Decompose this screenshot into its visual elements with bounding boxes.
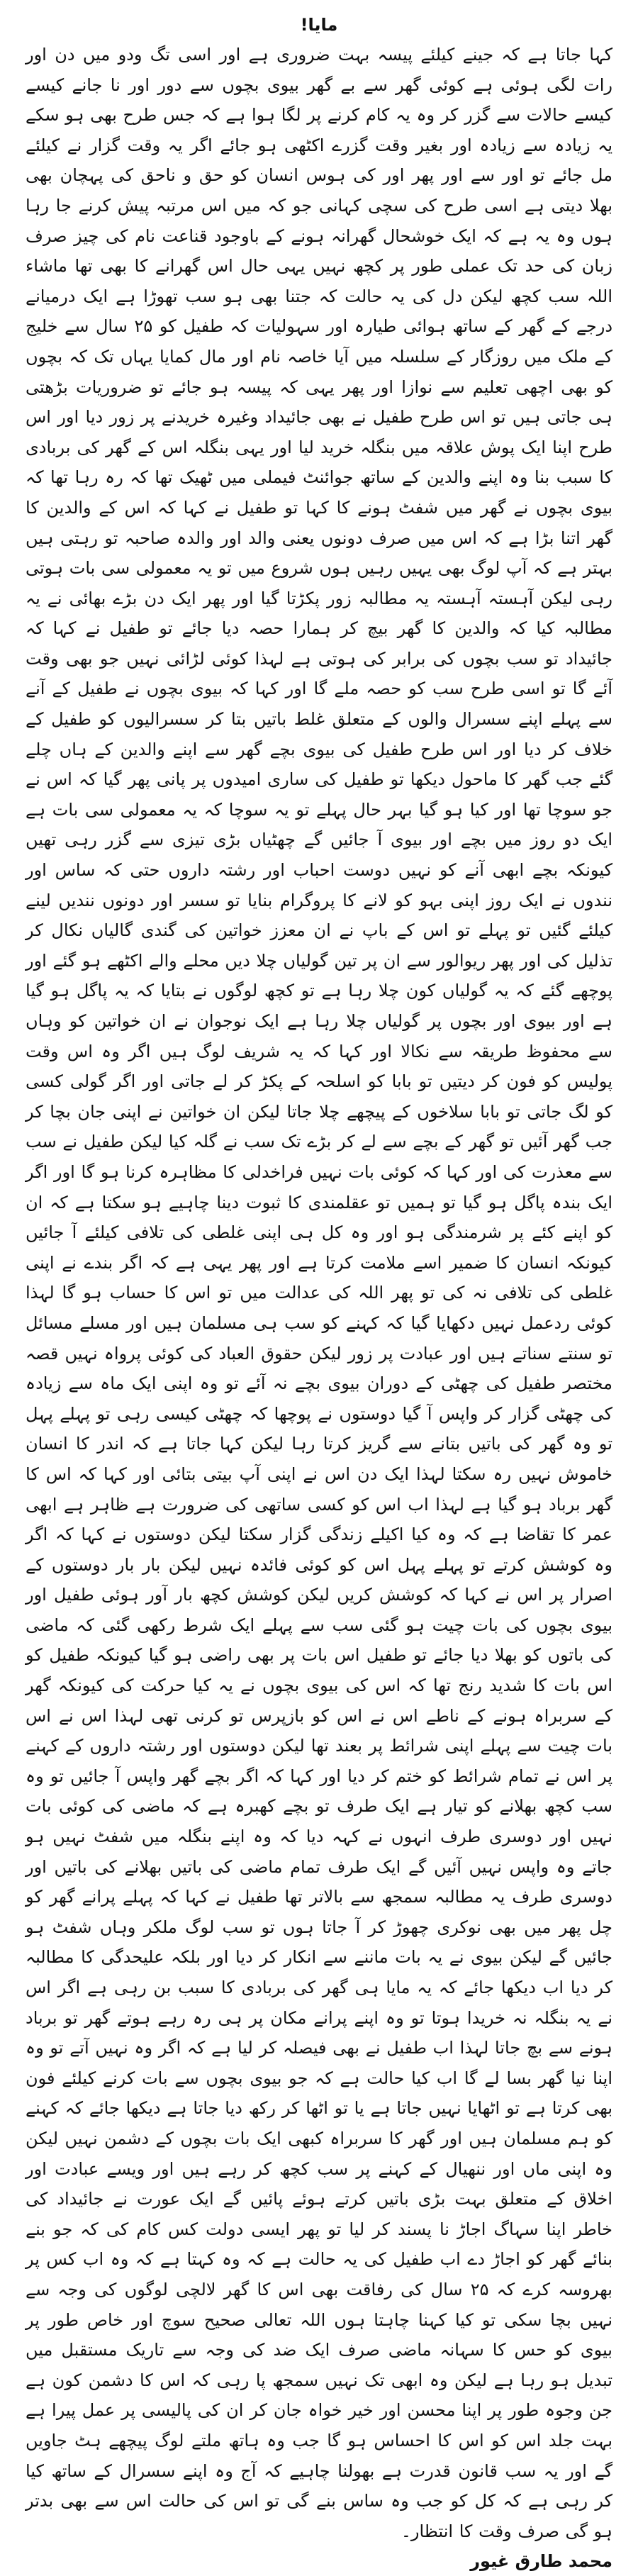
article-body: کہا جاتا ہے کہ جینے کیلئے پیسہ بہت ضروری ہے اور اسی تگ ودو میں دن اور رات لگی ہوئی ہے کوئی گھر سے بے گھر بیوی بچوں سے دور اور نا جانے کیسے کیسے حالات سے گزر کر وہ یہ کام کرنے پر لگا ہوا ہے کہ جس طرح بھی ہو سکے یہ زیادہ سے زیادہ اور بغیر وقت گزرے اکٹھی ہو جائے اگر یہ وقت گزار نے کیلئے مل جائے تو اور سے اور پھر اور کی ہوس انسان کو حق و ناحق کی پہچان بھی بھلا دیتی ہے اسی طرح کی سچی کہانی جو کہ میں اس مرتبہ پیش کرنے جا رہا ہوں وہ یہ ہے کہ ایک خوشحال گھرانہ ہونے کے باوجود قناعت نام کی چیز صرف زبان کی حد تک عملی طور پر کچھ نہیں یہی حال اس گھرانے کا بھی تھا ماشاء اللہ سب کچھ لیکن دل کی یہ حالت کہ جتنا بھی ہو سب تھوڑا ہے ایک درمیانے درجے کے گھر کے ساتھ ہوائی طیارہ اور سہولیات کہ طفیل کو ۲۵ سال سے خلیج کے ملک میں روزگار کے سلسلہ میں آیا خاصہ نام اور مال کمایا یہاں تک کہ بچوں کو بھی اچھی تعلیم سے نوازا اور پھر یہی کہ پیسہ ہو جائے تو ضروریات بڑھتی ہی جاتی ہیں تو اس طرح طفیل نے بھی جائیداد وغیرہ خریدنے پر زور دیا اور اس طرح اپنا ایک پوش علاقہ میں بنگلہ خرید لیا اور یہی بنگلہ اس کے گھر کی بربادی کا سبب بنا وہ اپنے والدین کے ساتھ جوائنٹ فیملی میں ٹھیک تھا کہ رہ رہا تھا کہ بیوی بچوں نے گھر میں شفٹ ہونے کا کہا تو طفیل نے کہا کہ اس کے والدین کا گھر اتنا بڑا ہے کہ اس میں صرف دونوں یعنی والد اور والدہ صاحبہ تو رہتی ہیں بہتر ہے کہ آپ لوگ بھی یہیں رہیں ہوں شروع میں تو یہ معمولی سی بات ہوتی رہی لیکن آہستہ آہستہ یہ مطالبہ زور پکڑتا گیا اور پھر ایک دن بڑے بھائی نے یہ مطالبہ کیا کہ والدین کا گھر بیچ کر ہمارا حصہ دیا جائے تو طفیل نے کہا کہ جائیداد تو سب بچوں کی برابر کی ہوتی ہے لہذا کوئی لڑائی نہیں جو بھی وقت آئے گا تو اسی طرح سب کو حصہ ملے گا اور کہا کہ بیوی بچوں نے طفیل کے آنے سے پہلے اپنے سسرال والوں کے متعلق غلط باتیں بتا کر سسرالیوں کو طفیل کے خلاف کر دیا اور اس طرح طفیل کی بیوی بچے گھر سے اپنے والدین کے ہاں چلے گئے جب گھر کا ماحول دیکھا تو طفیل کی ساری امیدوں پر پانی پھر گیا کہ اس نے جو سوچا تھا اور کیا ہو گیا بہر حال پہلے تو یہ سوچا کہ یہ معمولی سی بات ہے ایک دو روز میں بچے اور بیوی آ جائیں گے چھٹیاں بڑی تیزی سے گزر رہی تھیں کیونکہ بچے ابھی آنے کو نہیں دوست احباب اور رشتہ داروں حتی کہ ساس اور نندوں نے ایک روز اپنی بہو کو لانے کا پروگرام بنایا تو سسر اور دونوں نندیں لینے کیلئے گئیں تو پہلے تو اس کے باپ نے ان معزز خواتین کی گندی گالیاں نکال کر تذلیل کی اور پھر ریوالور سے ان پر تین گولیاں چلا دیں محلے والے اکٹھے ہو گئے اور پوچھے گئے کہ یہ گولیاں کون چلا رہا ہے تو کچھ لوگوں نے بتایا کہ یہ پاگل ہو گیا ہے اور بیوی اور بچوں پر گولیاں چلا رہا ہے ایک نوجوان نے ان خواتین کو وہاں سے محفوظ طریقہ سے نکالا اور کہا کہ یہ شریف لوگ ہیں اگر وہ اس وقت پولیس کو فون کر دیتیں تو بابا کو اسلحہ کے پکڑ کر لے جاتی اور اگر گولی کسی کو لگ جاتی تو بابا سلاخوں کے پیچھے چلا جاتا لیکن ان خواتین نے اپنی جان بچا کر جب گھر آئیں تو گھر کے بچے سے لے کر بڑے تک سب نے گلہ کیا لیکن طفیل نے سب سے معذرت کی اور کہا کہ کوئی بات نہیں فراخدلی کا مظاہرہ کرنا ہو گا اور اگر ایک بندہ پاگل ہو گیا تو ہمیں تو عقلمندی کا ثبوت دینا چاہیے ہو سکتا ہے کہ ان کو اپنے کئے پر شرمندگی ہو اور وہ کل ہی اپنی غلطی کی تلافی کیلئے آ جائیں کیونکہ انسان کا ضمیر اسے ملامت کرتا ہے اور پھر یہی ہے کہ اگر بندے نے اپنی غلطی کی تلافی نہ کی تو پھر اللہ کی عدالت میں تو اس کا حساب ہو گا لہذا کوئی ردعمل نہیں دکھایا گیا کہ کہنے کو سب ہی مسلمان ہیں اور مسلے مسائل تو سنتے سناتے ہیں اور عبادت پر زور لیکن حقوق العباد کی کوئی پرواہ نہیں قصہ مختصر طفیل کی چھٹی کے دوران بیوی بچے نہ آئے تو وہ اپنی ایک ماہ سے زیادہ کی چھٹی گزار کر واپس آ گیا دوستوں نے پوچھا کہ چھٹی کیسی رہی تو پہلے پہل تو وہ گھر کی باتیں بتانے سے گریز کرتا رہا لیکن کہا جاتا ہے کہ اندر کا انسان خاموش نہیں رہ سکتا لہذا ایک دن اس نے اپنی آپ بیتی بتائی اور کہا کہ اس کا گھر برباد ہو گیا ہے لہذا اب اس کو کسی ساتھی کی ضرورت ہے ظاہر ہے ابھی عمر کا تقاضا ہے کہ وہ کیا اکیلے زندگی گزار سکتا لیکن دوستوں نے کہا کہ اگر وہ کوشش کرتے تو پہلے پہل اس کو کوئی فائدہ نہیں لیکن بار بار دوستوں کے اصرار پر اس نے کہا کہ کوشش کریں لیکن کوشش کچھ بار آور ہوئی طفیل اور بیوی بچوں کی بات چیت ہو گئی سب سے پہلے ایک شرط رکھی گئی کہ ماضی کی باتوں کو بھلا دیا جائے تو طفیل اس بات پر بھی راضی ہو گیا کیونکہ طفیل کو اس بات کا شدید رنج تھا کہ اس کی بیوی بچوں نے یہ کیا حرکت کی کیونکہ گھر کے سربراہ ہونے کے ناطے اس نے اس کو بازپرس تو کرنی تھی لہذا اس نے اس بات چیت سے پہلے اپنی شرائط پر بعند تھا لیکن دوستوں اور رشتہ داروں کے کہنے پر اس نے تمام شرائط کو ختم کر دیا اور کہا کہ اگر بچے گھر واپس آ جائیں تو وہ سب کچھ بھلانے کو تیار ہے ایک طرف تو بچے کھبرہ ہے کہ ماضی کی کوئی بات نہیں اور دوسری طرف انہوں نے کہہ دیا کہ وہ اپنے بنگلہ میں شفٹ نہیں ہو جاتے وہ واپس نہیں آئیں گے ایک طرف تمام ماضی کی باتیں بھلانے کی باتیں اور دوسری طرف یہ مطالبہ سمجھ سے بالاتر تھا طفیل نے کہا کہ پہلے پرانے گھر کو چل پھر میں بھی نوکری چھوڑ کر آ جاتا ہوں تو سب لوگ ملکر وہاں شفٹ ہو جائیں گے لیکن بیوی نے یہ بات ماننے سے انکار کر دیا اور بلکہ علیحدگی کا مطالبہ کر دیا اب دیکھا جائے کہ یہ مایا ہی گھر کی بربادی کا سبب بن رہی ہے اگر اس نے یہ بنگلہ نہ خریدا ہوتا تو وہ اپنے پرانے مکان پر ہی رہ رہے ہوتے گھر تو برباد ہونے سے بچ جاتا لہذا اب طفیل نے بھی فیصلہ کر لیا ہے کہ اگر وہ نہیں آتے تو وہ اپنا نیا گھر بسا لے گا اب کیا حالت ہے کہ جو بیوی بچوں سے بات کرنے کیلئے فون بھی کرتا ہے تو اٹھایا نہیں جاتا ہے یا تو اٹھا کر رکھ دیا جاتا ہے دیکھا جائے کہ کہنے کو ہم مسلمان ہیں اور گھر کا سربراہ کبھی ایک بات بچوں کے دشمن نہیں لیکن وہ اپنی ماں اور ننھیال کے کہنے پر سب کچھ کر رہے ہیں اور ویسے عبادت اور اخلاق کے متعلق بہت بڑی باتیں کرتے ہوئے پائیں گے ایک عورت نے جائیداد کی خاطر اپنا سہاگ اجاڑ نا پسند کر لیا تو پھر ایسی دولت کس کام کی کہ جو بنے بنائے گھر کو اجاڑ دے اب طفیل کی یہ حالت ہے کہ وہ کہتا ہے کہ وہ اب کس پر بھروسہ کرے کہ ۲۵ سال کی رفاقت بھی اس کا گھر لالچی لوگوں کی وجہ سے نہیں بچا سکی تو کیا کہنا چاہتا ہوں اللہ تعالی صحیح سوچ اور خاص طور پر بیوی کو حس کا سہانہ ماضی صرف ایک ضد کی وجہ سے تاریک مستقبل میں تبدیل ہو رہا ہے لیکن وہ ابھی تک نہیں سمجھ پا رہی کہ اس کا دشمن کون ہے جن وجوہ طور پر اپنا محسن اور خیر خواہ جان کر ان کی پالیسی پر عمل پیرا ہے بہت جلد اس کو اس کا احساس ہو گا جب وہ ہاتھ ملتے لوگ پیچھے ہٹ جاویں گے اور یہ سب قانون قدرت ہے بھولنا چاہیے کہ آج وہ اپنے سسرال کے ساتھ کیا کر رہی ہے کہ کل کو جب وہ ساس بنے گی تو اس کی حالت اس سے بھی بدتر ہو گی صرف وقت کا انتظار۔ (26, 45, 613, 2541)
author-signature: محمد طارق غیور (470, 2551, 612, 2572)
article-title: مایا! (300, 15, 338, 35)
